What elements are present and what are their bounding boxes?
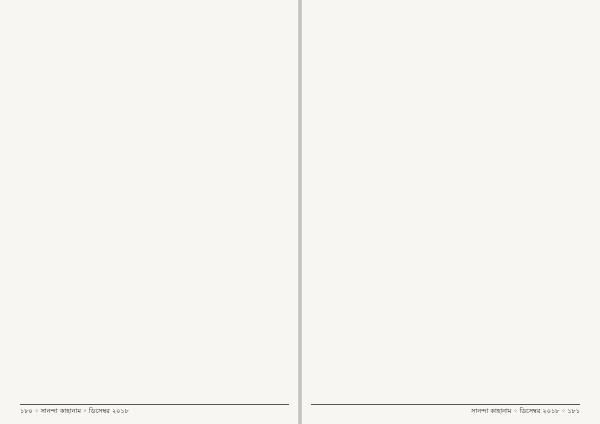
left-page-folio: ১৮০ ◦ সানন্দা কাহানাম ◦ ডিসেম্বর ২০১৮ xyxy=(20,407,129,415)
left-page xyxy=(0,0,298,424)
right-page-column-2 xyxy=(450,12,580,388)
left-footer-rule xyxy=(20,404,289,405)
right-page-column-1 xyxy=(311,12,441,388)
right-page-folio: সানন্দা কাহানাম ◦ ডিসেম্বর ২০১৮ ◦ ১৮১ xyxy=(471,407,580,415)
right-page xyxy=(302,0,600,424)
left-page-columns xyxy=(20,12,289,388)
left-page-column-2 xyxy=(159,12,289,388)
left-page-column-1 xyxy=(20,12,150,388)
right-page-columns xyxy=(311,12,580,388)
right-footer-rule xyxy=(311,404,580,405)
